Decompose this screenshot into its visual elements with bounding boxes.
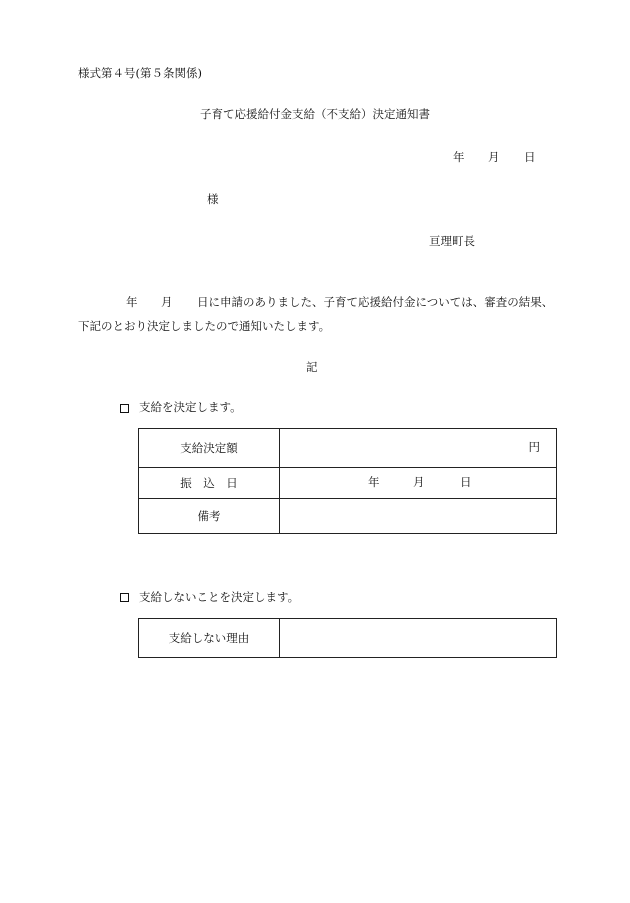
transfer-date-label: 振 込 日 bbox=[139, 468, 280, 499]
table-row bbox=[139, 429, 557, 468]
transfer-date-field[interactable] bbox=[280, 468, 557, 499]
document-title: 子育て応援給付金支給（不支給）決定通知書 bbox=[200, 107, 430, 121]
header-date-month: 月 bbox=[488, 150, 500, 164]
option-reject-label: 支給しないことを決定します。 bbox=[139, 590, 300, 604]
table-row bbox=[139, 619, 557, 658]
amount-unit: 円 bbox=[528, 440, 540, 454]
body-line-2: 下記のとおり決定しましたので通知いたします。 bbox=[78, 319, 331, 333]
remarks-field[interactable] bbox=[280, 499, 557, 534]
option-approve-label: 支給を決定します。 bbox=[139, 400, 242, 414]
rejection-reason-label: 支給しない理由 bbox=[139, 619, 280, 658]
ki-heading: 記 bbox=[306, 360, 318, 374]
checkbox-reject[interactable] bbox=[120, 593, 129, 602]
body-year: 年 bbox=[126, 295, 138, 309]
checkbox-approve[interactable] bbox=[120, 404, 129, 413]
table-row bbox=[139, 468, 557, 499]
form-number: 様式第４号(第５条関係) bbox=[78, 66, 202, 80]
transfer-day: 日 bbox=[460, 475, 472, 489]
body-day-text: 日に申請のありました、子育て応援給付金については、審査の結果、 bbox=[197, 295, 554, 309]
transfer-month: 月 bbox=[413, 475, 425, 489]
table-row bbox=[139, 499, 557, 534]
header-date-day: 日 bbox=[524, 150, 536, 164]
issuer-name: 亘理町長 bbox=[429, 234, 475, 248]
rejection-reason-field[interactable] bbox=[280, 619, 557, 658]
body-month: 月 bbox=[161, 295, 173, 309]
approval-table bbox=[138, 428, 557, 534]
rejection-table bbox=[138, 618, 557, 658]
amount-field[interactable] bbox=[280, 429, 557, 468]
amount-label: 支給決定額 bbox=[139, 429, 280, 468]
addressee-suffix: 様 bbox=[207, 192, 219, 206]
remarks-label: 備考 bbox=[139, 499, 280, 534]
header-date-year: 年 bbox=[453, 150, 465, 164]
transfer-year: 年 bbox=[368, 475, 380, 489]
